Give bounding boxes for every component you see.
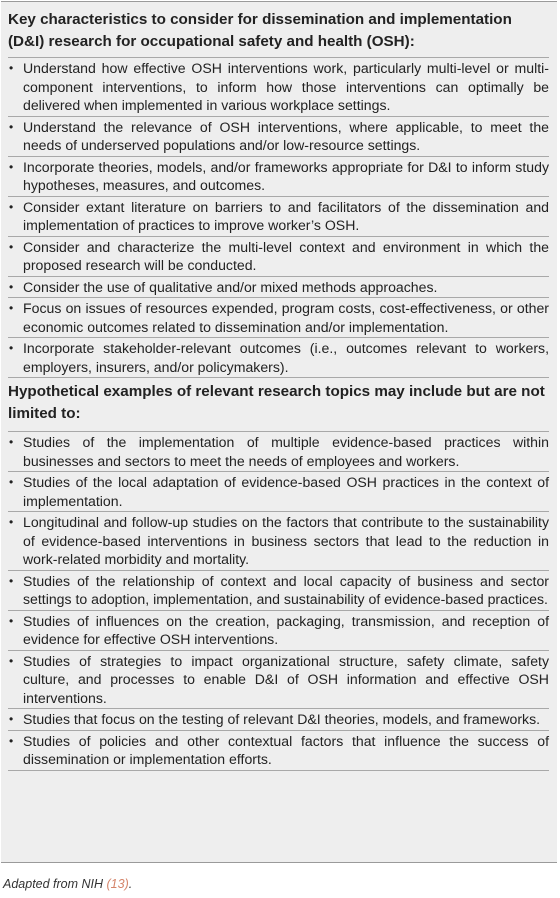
footnote-prefix: Adapted from NIH — [3, 877, 107, 891]
list-item — [8, 708, 549, 730]
bullet-icon: • — [9, 653, 14, 668]
list-item — [8, 337, 549, 378]
list-item — [8, 570, 549, 610]
list-item — [8, 431, 549, 471]
list-item-text: Understand how effective OSH interventions work, particularly multi-level or multi-component interventions, to inform how those interventions can optimally be delivered when implemented in various workplace settings. — [23, 60, 549, 113]
list-item-text: Incorporate stakeholder-relevant outcomes (i.e., outcomes relevant to workers, employers, insurers, and/or policymakers). — [23, 340, 549, 375]
bullet-icon: • — [9, 119, 14, 134]
list-item — [8, 116, 549, 156]
characteristics-box — [1, 1, 557, 863]
list-item — [8, 196, 549, 236]
list-item — [8, 276, 549, 298]
bullet-icon: • — [9, 573, 14, 588]
list-item-text: Understand the relevance of OSH interventions, where applicable, to meet the needs of underserved populations and/or low-resource settings. — [23, 118, 549, 153]
list-item-text: Consider extant literature on barriers to and facilitators of the dissemination and implementation of practices to improve worker’s OSH. — [23, 198, 549, 233]
list-item — [8, 650, 549, 709]
list-item-text: Studies of the local adaptation of evidence-based OSH practices in the context of implementation. — [23, 474, 549, 509]
section1-list — [8, 57, 549, 378]
list-item-text: Consider the use of qualitative and/or mixed methods approaches. — [23, 278, 438, 295]
bullet-icon: • — [9, 475, 14, 489]
list-item-text: Studies of strategies to impact organizational structure, safety climate, safety culture, and processes to enable D&I of OSH information and effective OSH interventions. — [23, 652, 549, 706]
bullet-icon: • — [9, 159, 14, 174]
list-item-text: Studies that focus on the testing of relevant D&I theories, models, and frameworks. — [23, 711, 541, 727]
bullet-icon: • — [9, 301, 14, 315]
list-item-text: Studies of the implementation of multiple evidence-based practices within businesses and sectors to meet the needs of employees and workers. — [23, 434, 549, 469]
bullet-icon: • — [9, 61, 14, 75]
bullet-icon: • — [9, 239, 14, 254]
list-item-text: Studies of the relationship of context and local capacity of business and sector settings to adoption, implementation, and sustainability of evidence-based practices. — [23, 572, 549, 607]
source-footnote — [3, 877, 132, 891]
list-item — [8, 236, 549, 276]
section2-list — [8, 431, 549, 771]
bullet-icon: • — [9, 279, 14, 294]
list-item — [8, 297, 549, 337]
list-item-text: Consider and characterize the multi-level context and environment in which the proposed research will be conducted. — [23, 238, 549, 273]
list-item — [8, 511, 549, 570]
list-item-text: Studies of influences on the creation, packaging, transmission, and reception of evidence for effective OSH interventions. — [23, 612, 549, 647]
bullet-icon: • — [9, 199, 14, 214]
list-item-text: Longitudinal and follow-up studies on the factors that contribute to the sustainability of evidence-based interventions in business sectors that lead to the reduction in work-related morbidity and mortality. — [23, 514, 549, 567]
bullet-icon: • — [9, 341, 14, 355]
list-item — [8, 57, 549, 116]
bullet-icon: • — [9, 515, 14, 529]
bullet-icon: • — [9, 733, 14, 748]
section1-heading: Key characteristics to consider for dissemination and implementation (D&I) research for occupational safety and health (OSH): — [8, 11, 512, 50]
bullet-icon: • — [9, 435, 14, 449]
footnote-suffix: . — [128, 877, 133, 891]
list-item — [8, 156, 549, 196]
bullet-icon: • — [9, 712, 14, 726]
section2-heading: Hypothetical examples of relevant research topics may include but are not limited to: — [8, 383, 545, 422]
list-item — [8, 471, 549, 511]
list-item — [8, 610, 549, 650]
list-item-text: Incorporate theories, models, and/or frameworks appropriate for D&I to inform study hypotheses, measures, and outcomes. — [23, 158, 549, 193]
list-item-text: Focus on issues of resources expended, program costs, cost-effectiveness, or other economic outcomes related to dissemination and/or implementation. — [23, 300, 549, 335]
bullet-icon: • — [9, 613, 14, 628]
list-item-text: Studies of policies and other contextual factors that influence the success of dissemination or implementation efforts. — [23, 732, 549, 767]
list-item — [8, 730, 549, 771]
reference-link[interactable]: (13) — [106, 877, 129, 891]
